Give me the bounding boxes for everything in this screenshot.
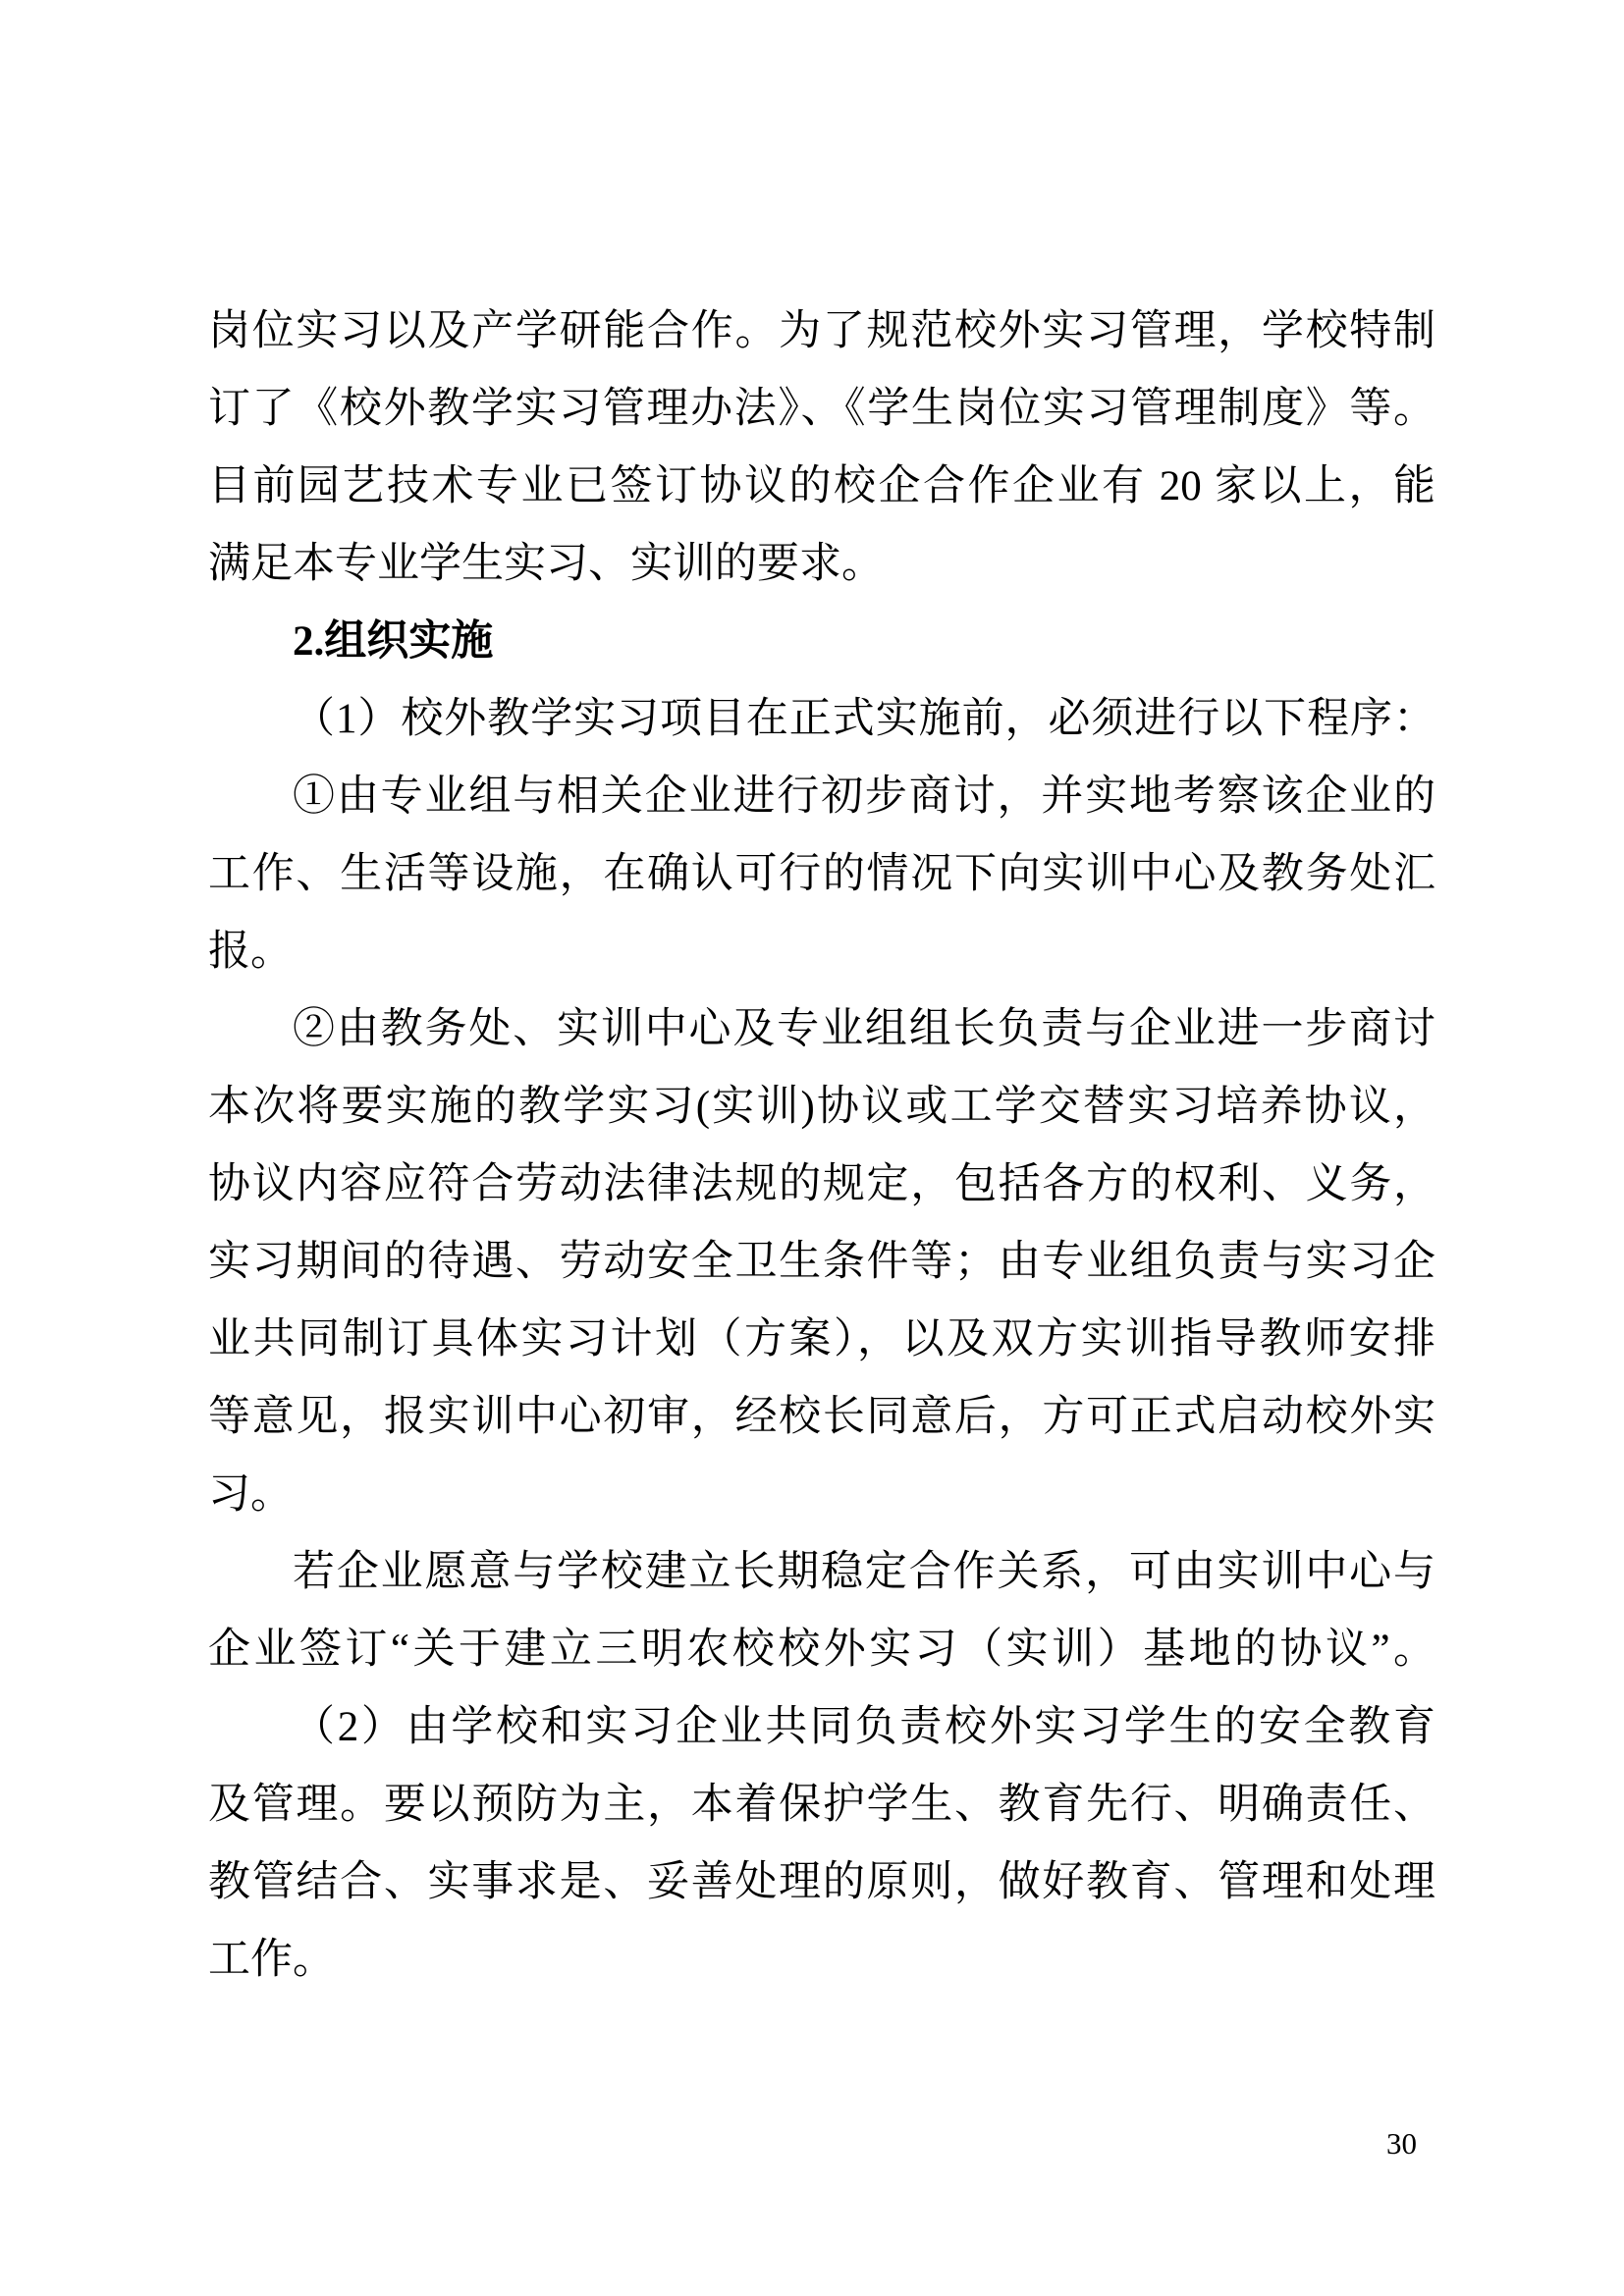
page-number: 30: [1386, 2126, 1417, 2161]
text-block: [208, 293, 1435, 1999]
text-line: （2）由学校和实习企业共同负责校外实习学生的安全教育: [293, 1704, 1435, 1750]
text-line: 协议内容应符合劳动法律法规的规定，包括各方的权利、义务，: [208, 1161, 1435, 1207]
text-line: 订了《校外教学实习管理办法》、《学生岗位实习管理制度》等。: [208, 386, 1435, 432]
text-line: ②由教务处、实训中心及专业组组长负责与企业进一步商讨: [293, 1006, 1435, 1052]
text-line: 教管结合、实事求是、妥善处理的原则，做好教育、管理和处理: [208, 1859, 1435, 1905]
text-line: 等意见，报实训中心初审，经校长同意后，方可正式启动校外实: [208, 1394, 1435, 1440]
section-heading: 2.组织实施: [293, 618, 494, 665]
text-line: 工作、生活等设施，在确认可行的情况下向实训中心及教务处汇: [208, 851, 1435, 897]
text-line: 本次将要实施的教学实习(实训)协议或工学交替实习培养协议，: [208, 1084, 1435, 1130]
text-line: （1）校外教学实习项目在正式实施前，必须进行以下程序：: [293, 696, 1435, 742]
text-line: ①由专业组与相关企业进行初步商讨，并实地考察该企业的: [293, 774, 1435, 820]
text-line: 岗位实习以及产学研能合作。为了规范校外实习管理，学校特制: [208, 308, 1435, 354]
text-line: 若企业愿意与学校建立长期稳定合作关系，可由实训中心与: [293, 1549, 1435, 1595]
text-line: 及管理。要以预防为主，本着保护学生、教育先行、明确责任、: [208, 1782, 1435, 1828]
text-line: 实习期间的待遇、劳动安全卫生条件等；由专业组负责与实习企: [208, 1239, 1435, 1285]
text-line: 报。: [208, 929, 293, 975]
text-line: 业共同制订具体实习计划（方案），以及双方实训指导教师安排: [208, 1316, 1435, 1362]
text-line: 习。: [208, 1471, 293, 1518]
text-line: 目前园艺技术专业已签订协议的校企合作企业有 20 家以上，能: [208, 463, 1435, 509]
text-line: 企业签订“关于建立三明农校校外实习（实训）基地的协议”。: [208, 1627, 1435, 1673]
text-line: 满足本专业学生实习、实训的要求。: [208, 541, 884, 587]
text-line: 工作。: [208, 1937, 335, 1983]
